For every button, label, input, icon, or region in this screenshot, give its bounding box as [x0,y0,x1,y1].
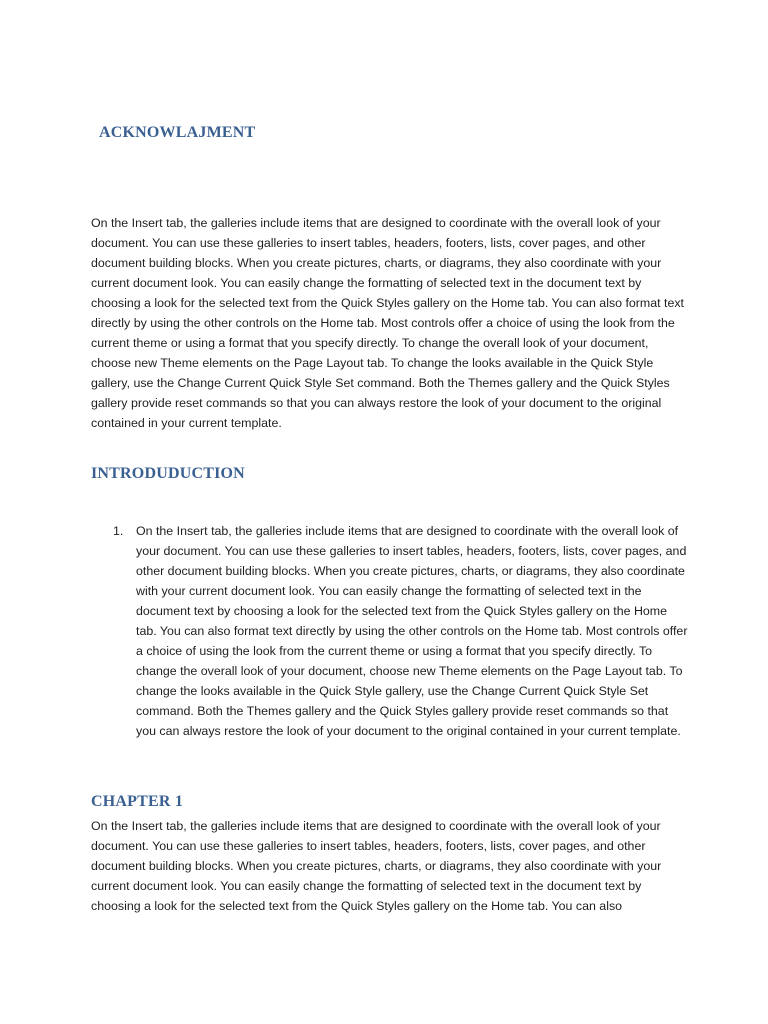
list-item [91,521,691,741]
introduction-heading: INTRODUDUCTION [91,465,245,482]
acknowledgment-paragraph: On the Insert tab, the galleries include items that are designed to coordinate with the overall look of your document. You can use these galleries to insert tables, headers, footers, lists, cover pages, and other document building blocks. When you create pictures, charts, or diagrams, they also coordinate with your current document look. You can easily change the formatting of selected text in the document text by choosing a look for the selected text from the Quick Styles gallery on the Home tab. You can also format text directly by using the other controls on the Home tab. Most controls offer a choice of using the look from the current theme or using a format that you specify directly. To change the overall look of your document, choose new Theme elements on the Page Layout tab. To change the looks available in the Quick Style gallery, use the Change Current Quick Style Set command. Both the Themes gallery and the Quick Styles gallery provide reset commands so that you can always restore the look of your document to the original contained in your current template. [91,216,685,430]
chapter-1-paragraph: On the Insert tab, the galleries include items that are designed to coordinate with the overall look of your document. You can use these galleries to insert tables, headers, footers, lists, cover pages, and other document building blocks. When you create pictures, charts, or diagrams, they also coordinate with your current document look. You can easily change the formatting of selected text in the document text by choosing a look for the selected text from the Quick Styles gallery on the Home tab. You can also [91,819,662,913]
list-item-text: On the Insert tab, the galleries include items that are designed to coordinate with the overall look of your document. You can use these galleries to insert tables, headers, footers, lists, cover pages, and other document building blocks. When you create pictures, charts, or diagrams, they also coordinate with your current document look. You can easily change the formatting of selected text in the document text by choosing a look for the selected text from the Quick Styles gallery on the Home tab. You can also format text directly by using the other controls on the Home tab. Most controls offer a choice of using the look from the current theme or using a format that you specify directly. To change the overall look of your document, choose new Theme elements on the Page Layout tab. To change the looks available in the Quick Style gallery, use the Change Current Quick Style Set command. Both the Themes gallery and the Quick Styles gallery provide reset commands so that you can always restore the look of your document to the original contained in your current template. [136,524,688,738]
chapter-1-heading: CHAPTER 1 [91,793,184,810]
acknowledgment-heading: ACKNOWLAJMENT [99,124,256,141]
list-item-number: 1. [113,524,124,538]
introduction-list [91,521,691,741]
